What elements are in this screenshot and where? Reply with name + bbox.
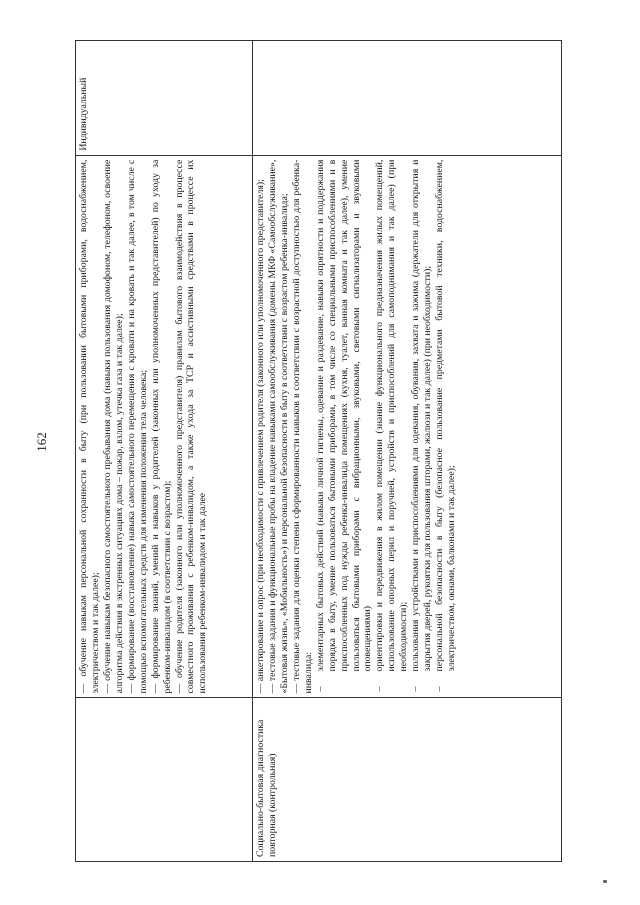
content-line: — формирование знаний, умений и навыков у родителей (законных или уполномоченных представителей) по уходу за ребенком-инвалидом (в соответствии с возрастом); (149, 159, 173, 694)
content-line: — обучение навыкам персональной сохранности в быту (при пользовании бытовыми приборами, водоснабжением, электричеством и так далее); (78, 159, 101, 694)
list-item (315, 160, 375, 694)
rehabilitation-table (75, 40, 562, 862)
list-item (374, 160, 410, 694)
list-item-text: ориентировки и передвижения в жилом помещении (знание функционального предназначения жилых помещений, использование опорных перил и поручней, устройств и приспособлений для самоподнимания и так далее) (при необходимости); (374, 159, 410, 672)
content-line: — формирование (восстановление) навыка самостоятельного перемещения с кровати и на кровать и так далее, в том числе с помощью вспомогательных средств для изменения положения тела человека; (125, 159, 149, 694)
type-cell: Индивидуальный (76, 41, 253, 156)
list-item-text: персональной безопасности в быту (безопасное пользование предметами бытовой техники, водоснабжением, электричеством, окнами, балконами и так далее); (434, 159, 457, 672)
rotated-table-container (75, 40, 562, 862)
table-row (253, 41, 562, 862)
list-dash: – (410, 686, 422, 692)
list-item-text: элементарных бытовых действий (навыки личной гигиены, одевание и раздевание, навыки опрятности и поддержания порядка в быту, умение пользоваться бытовыми приборами, в том числе со специальными приспособлениями и в приспособленных под нужды ребенка-инвалида помещениях (кухня, туалет, ванная комната и так далее), умение пользоваться бытовыми приборами с вибрационными, звуковыми, световыми сигнализаторами и звуковыми оповещениями) (314, 159, 374, 672)
content-cell (253, 155, 562, 698)
content-line: — анкетирование и опрос (при необходимости с привлечением родителя (законного или уполномоченного представителя); (255, 179, 266, 694)
list-dash: – (434, 686, 446, 692)
stage-cell: Социально-бытовая диагностика повторная (контрольная) (253, 698, 562, 862)
table-row (76, 41, 253, 862)
stage-cell (76, 698, 253, 862)
list-item (410, 160, 434, 694)
list-item-text: пользования устройствами и приспособлениями для одевания, обувания, захвата и зажима (держатели для открытия и закрытия дверей, рукоятки для пользования шторами, жалюзи и так далее) (при необходимости); (410, 159, 434, 672)
scan-speck (603, 880, 607, 883)
content-line: — обучение родителя (законного или уполномоченного представителя) правилам бытового взаимодействия в процессе совместного проживания с ребенком-инвалидом, а также ухода за ТСР и ассистивными средствами в процессе их использования ребенком-инвалидом и так далее (173, 159, 209, 694)
type-cell (253, 41, 562, 156)
list-dash: – (374, 686, 386, 692)
content-cell (76, 155, 253, 698)
content-line: — тестовые задания и функциональные пробы на владение навыками самообслуживания (домены МКФ «Самообслуживание», «Бытовая жизнь», «Мобильность») и персональной безопасности в быту в соответствии с возрастом ребенка-инвалида; (266, 159, 290, 694)
list-dash: – (314, 686, 326, 692)
content-line: — тестовые задания для оценки степени сформированности навыков в соответствии с возрастной доступностью для ребенка-инвалида: (290, 159, 314, 694)
list-item (434, 160, 458, 694)
page-number: 162 (34, 432, 49, 452)
content-line: — обучение навыкам безопасного самостоятельного пребывания дома (навыки пользования домофоном, телефоном, освоение алгоритма действия в экстренных ситуациях дома – пожар, взлом, утечка газа и так далее); (101, 159, 125, 694)
